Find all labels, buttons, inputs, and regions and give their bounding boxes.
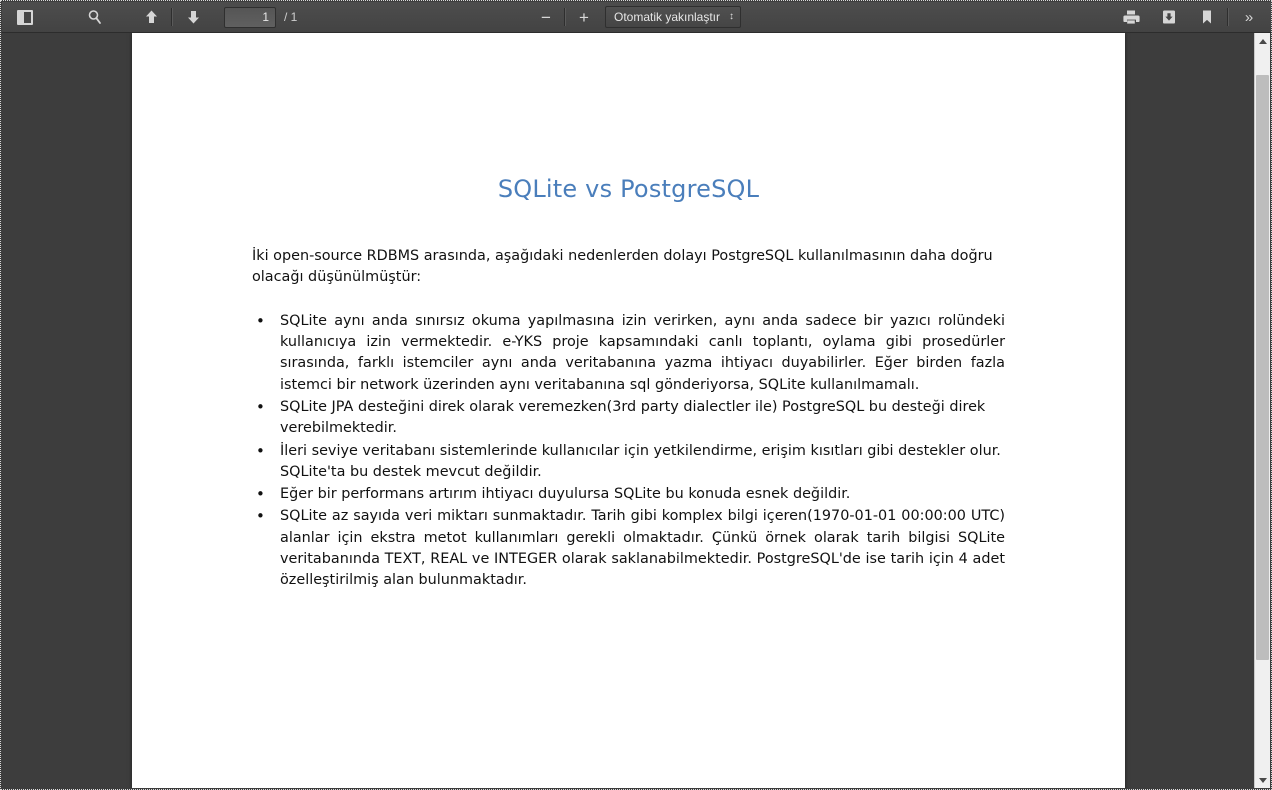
zoom-out-button[interactable]: −: [541, 7, 551, 27]
chevron-updown-icon: ↕: [729, 11, 735, 22]
search-icon: [87, 9, 103, 25]
toolbar-divider-right: [1227, 8, 1229, 26]
bullet-list: [252, 289, 1005, 592]
print-button[interactable]: [1116, 4, 1146, 31]
bookmark-button[interactable]: [1192, 4, 1222, 31]
document-title: SQLite vs PostgreSQL: [497, 175, 760, 203]
pdf-page-1: [132, 33, 1125, 788]
page-number-group: [224, 7, 297, 28]
list-item: • İleri seviye veritabanı sistemlerinde kullanıcılar için yetkilendirme, erişim kısıtları gibi destekler olur. SQLite'ta bu destek mevcut değildir.: [252, 441, 1005, 484]
download-button[interactable]: [1154, 4, 1184, 31]
sidebar-toggle-button[interactable]: [10, 4, 40, 31]
page-count-label: / 1: [284, 10, 298, 24]
intro-paragraph: İki open-source RDBMS arasında, aşağıdaki nedenlerden dolayı PostgreSQL kullanılmasının daha doğru olacağı düşünülmüştür:: [252, 248, 993, 286]
list-item: • SQLite JPA desteğini direk olarak veremezken(3rd party dialectler ile) PostgreSQL bu desteği direk verebilmektedir.: [252, 397, 1005, 440]
pdf-viewer-container[interactable]: [2, 33, 1270, 788]
toolbar-divider: [171, 8, 173, 26]
bookmark-icon: [1201, 9, 1213, 25]
list-item: • SQLite az sayıda veri miktarı sunmaktadır. Tarih gibi komplex bilgi içeren(1970-01-01 00:00:00 UTC) alanlar için ekstra metot kullanımları gerekli olmaktadır. Çünkü örnek olarak tarih bilgisi SQLite veritabanında TEXT, REAL ve INTEGER olarak saklanabilmektedir. PostgreSQL'de ise tarih için 4 adet özelleştirilmiş alan bulunmaktadır.: [252, 506, 1005, 591]
toolbar-left-group: [2, 4, 297, 31]
triangle-down-icon: [1259, 778, 1267, 783]
vertical-scrollbar[interactable]: [1254, 33, 1270, 788]
scrollbar-thumb[interactable]: [1256, 75, 1269, 660]
arrow-down-icon: [186, 9, 201, 25]
toolbar-divider-zoom: [564, 8, 566, 26]
list-item: • Eğer bir performans artırım ihtiyacı duyulursa SQLite bu konuda esnek değildir.: [252, 484, 1005, 505]
scrollbar-down-button[interactable]: [1255, 772, 1270, 788]
zoom-level-select[interactable]: [605, 6, 741, 28]
more-tools-button[interactable]: [1234, 4, 1264, 31]
double-chevron-right-icon: »: [1244, 8, 1254, 26]
pdf-page-content: [132, 33, 1125, 592]
arrow-up-icon: [144, 9, 159, 25]
page-number-input[interactable]: [224, 7, 276, 28]
previous-page-button[interactable]: [136, 4, 166, 31]
triangle-up-icon: [1259, 39, 1267, 44]
pdf-toolbar: [2, 2, 1272, 33]
list-item: • SQLite aynı anda sınırsız okuma yapılmasına izin verirken, aynı anda sadece bir yazıcı rolündeki kullanıcıya izin vermektedir. e-YKS proje kapsamındaki canlı toplantı, oylama gibi prosedürler sırasında, farklı istemciler aynı anda veritabanına yazma ihtiyacı duyabilirler. Eğer birden fazla istemci bir network üzerinden aynı veritabanına sql gönderiyorsa, SQLite kullanılmamalı.: [252, 311, 1005, 396]
scrollbar-up-button[interactable]: [1255, 33, 1270, 49]
zoom-level-value: Otomatik yakınlaştır: [613, 10, 721, 24]
print-icon: [1122, 9, 1140, 25]
zoom-in-button[interactable]: +: [579, 7, 589, 27]
sidebar-panel-icon: [17, 10, 33, 25]
toolbar-right-group: [1116, 4, 1264, 31]
next-page-button[interactable]: [178, 4, 208, 31]
download-icon: [1161, 9, 1177, 25]
find-button[interactable]: [80, 4, 110, 31]
